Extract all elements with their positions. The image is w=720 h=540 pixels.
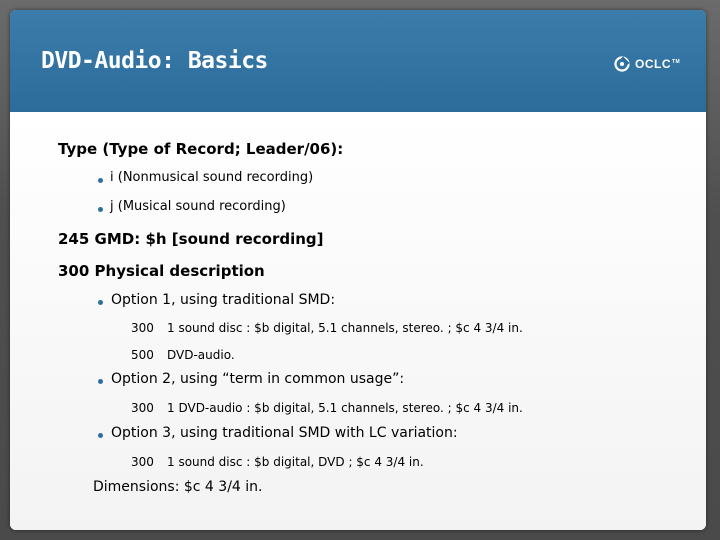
field-tag: 300 [131,321,154,335]
bullet-icon [98,207,103,212]
field-text: DVD-audio. [167,348,235,362]
oclc-logo-icon [613,55,631,73]
bullet-icon [98,433,103,438]
option-3: Option 3, using traditional SMD with LC variation: [111,425,458,441]
slide-header [10,10,706,112]
type-item-j: j (Musical sound recording) [110,199,286,214]
bullet-icon [98,178,103,183]
field-text: 1 sound disc : $b digital, 5.1 channels, stereo. ; $c 4 3/4 in. [167,321,523,335]
physical-description-heading: 300 Physical description [58,262,265,280]
bullet-icon [98,300,103,305]
slide-panel [10,10,706,530]
field-text: 1 DVD-audio : $b digital, 5.1 channels, stereo. ; $c 4 3/4 in. [167,401,523,415]
field-tag: 300 [131,455,154,469]
field-text: 1 sound disc : $b digital, DVD ; $c 4 3/4 in. [167,455,424,469]
field-tag: 300 [131,401,154,415]
slide-body [10,112,706,530]
gmd-line: 245 GMD: $h [sound recording] [58,230,324,248]
option-1: Option 1, using traditional SMD: [111,292,336,308]
field-tag: 500 [131,348,154,362]
oclc-logo-text: OCLC™ [635,57,681,71]
bullet-icon [98,379,103,384]
oclc-logo [613,52,680,76]
dimensions-line: Dimensions: $c 4 3/4 in. [93,479,263,495]
slide-title: DVD-Audio: Basics [41,48,268,74]
type-item-i: i (Nonmusical sound recording) [110,170,314,185]
type-heading: Type (Type of Record; Leader/06): [58,140,344,158]
option-2: Option 2, using “term in common usage”: [111,371,405,387]
